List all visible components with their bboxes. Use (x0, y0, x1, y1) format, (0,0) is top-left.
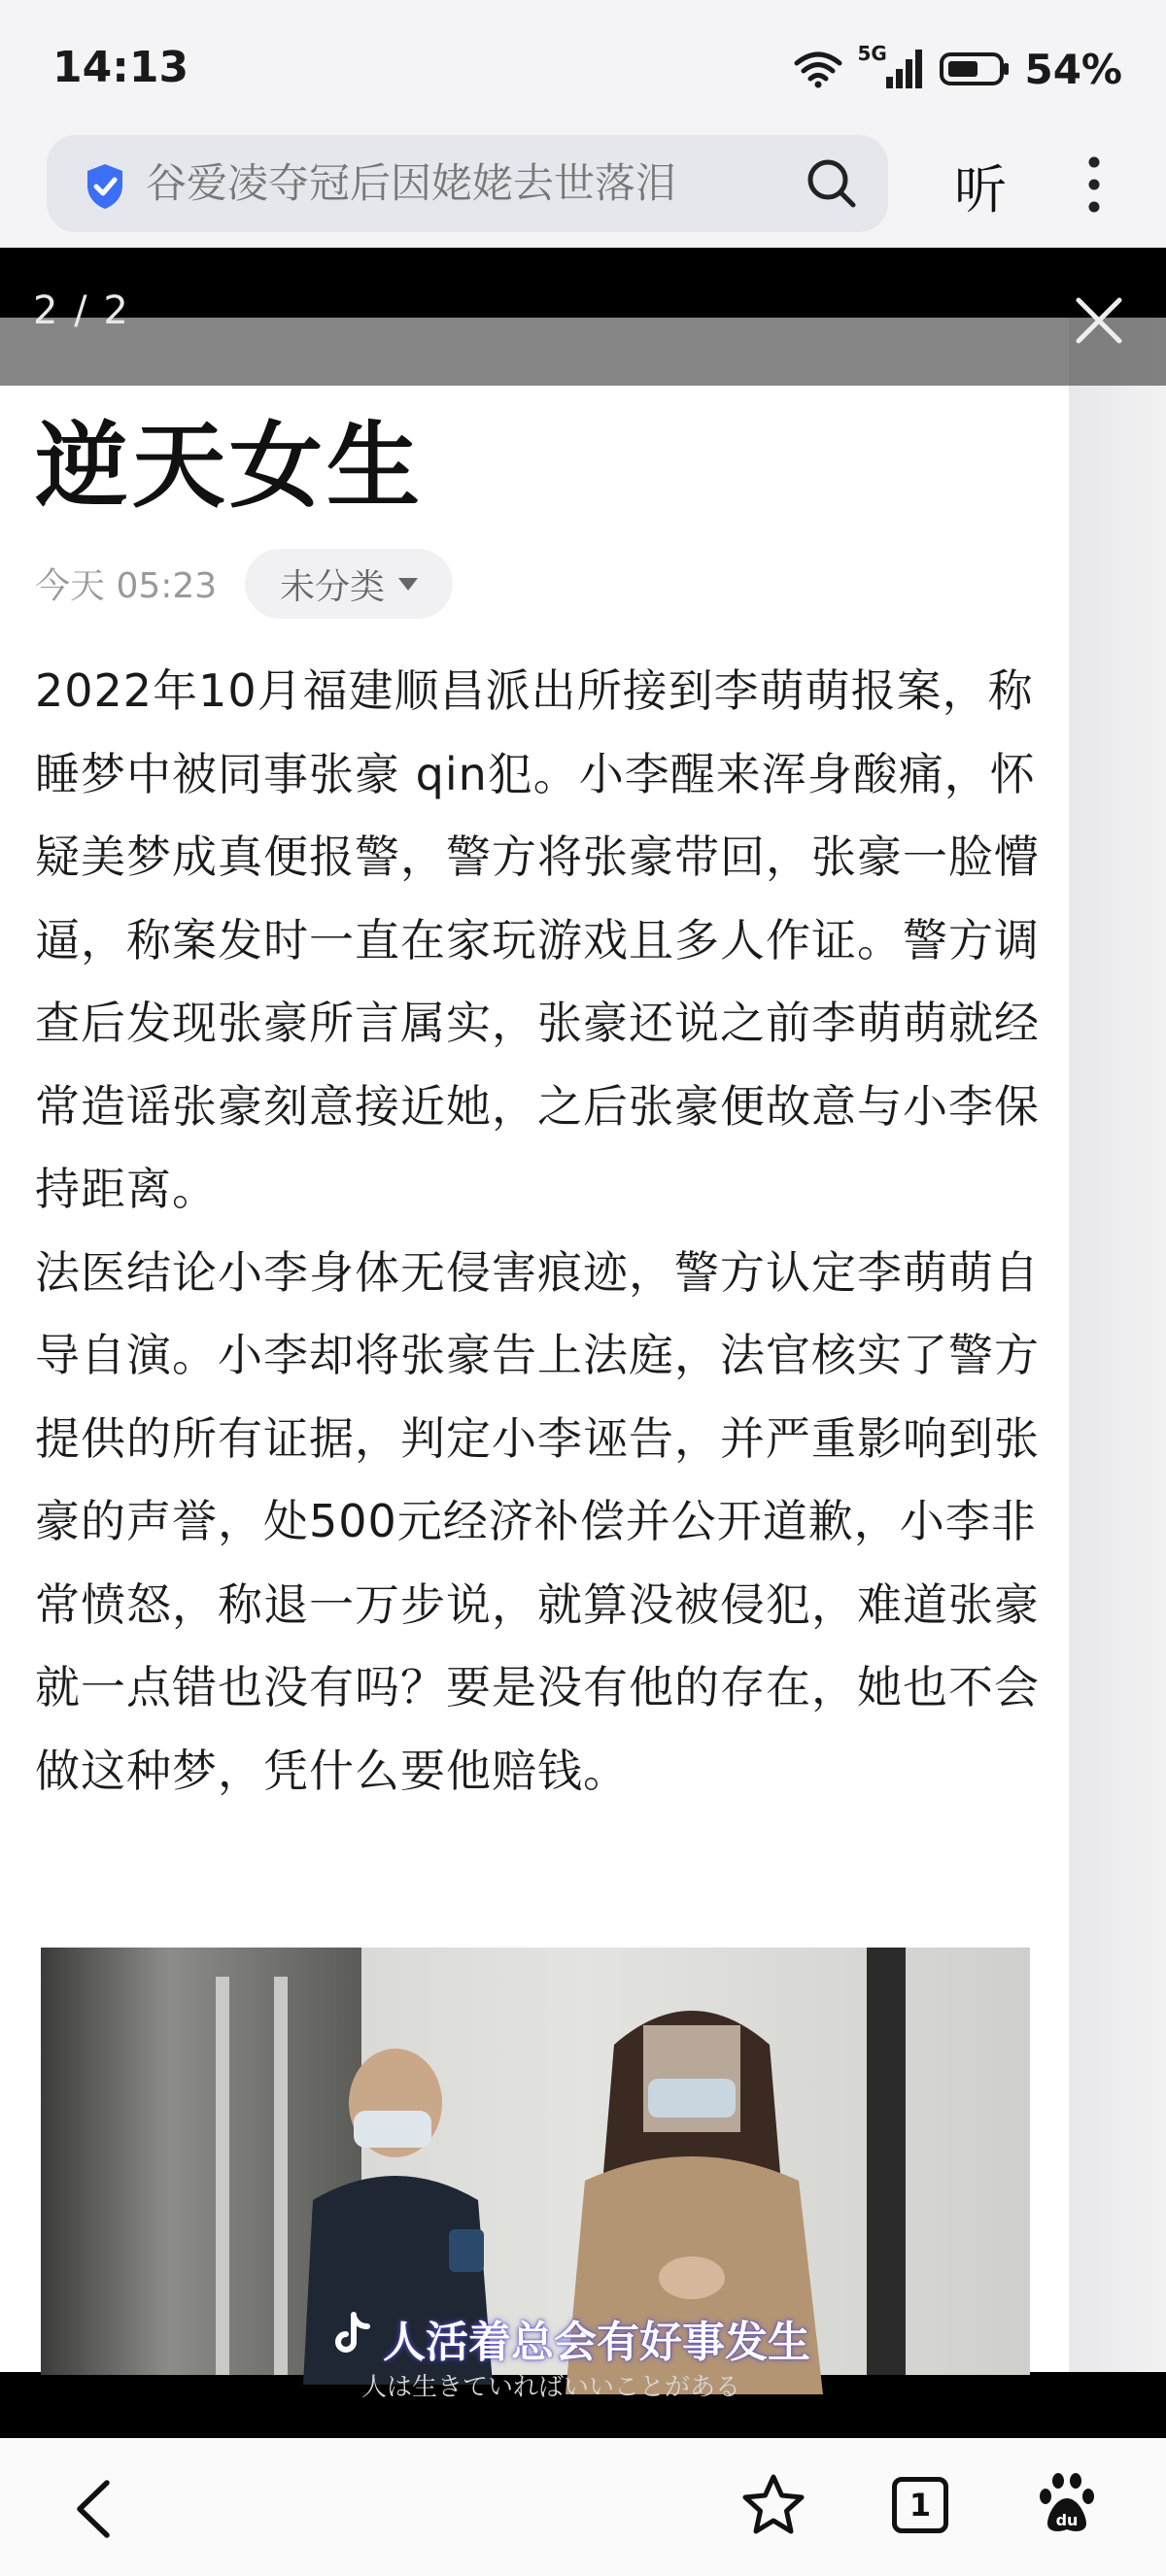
article-paragraph: 法医结论小李身体无侵害痕迹，警方认定李萌萌自导自演。小李却将张豪告上法庭，法官核实了警方提供的所有证据，判定小李诬告，并严重影响到张豪的声誉，处500元经济补偿并公开道歉，小李非常愤怒，称退一万步说，就算没被侵犯，难道张豪就一点错也没有吗？要是没有他的存在，她也不会做这种梦，凭什么要他赔钱。 (35, 1245, 1040, 1797)
article-title: 逆天女生 (35, 412, 424, 521)
tabs-button[interactable] (892, 2477, 948, 2533)
status-time: 14:13 (52, 43, 189, 92)
category-label: 未分类 (279, 566, 385, 607)
scene-door-frame (216, 1977, 229, 2375)
back-icon[interactable] (72, 2479, 115, 2539)
network-type: 5G (857, 42, 887, 65)
video-thumbnail[interactable] (41, 1948, 1030, 2402)
tab-count: 1 (909, 2487, 932, 2524)
search-icon[interactable] (805, 156, 859, 211)
caret-down-icon (398, 578, 418, 591)
bookmark-star-icon[interactable] (740, 2473, 806, 2537)
battery-percent: 54% (1024, 45, 1122, 93)
page-counter: 2 / 2 (33, 288, 130, 333)
article-screenshot (0, 318, 1069, 2402)
viewer-header-overlay (0, 318, 1166, 386)
listen-button[interactable]: 听 (954, 159, 1007, 220)
category-dropdown[interactable] (245, 549, 453, 619)
tiktok-logo-icon (332, 2313, 371, 2357)
next-page-edge (1069, 318, 1166, 2372)
article-paragraph: 2022年10月福建顺昌派出所接到李萌萌报案，称睡梦中被同事张豪 qin犯。小李醒来浑身酸痛，怀疑美梦成真便报警，警方将张豪带回，张豪一脸懵逼，称案发时一直在家玩游戏且多人作证。警方调查后发现张豪所言属实，张豪还说之前李萌萌就经常造谣张豪刻意接近她，之后张豪便故意与小李保持距离。 (35, 664, 1040, 1215)
cell-signal-icon (857, 42, 925, 90)
scene-pillar (867, 1948, 906, 2375)
more-options-icon[interactable] (1080, 154, 1109, 215)
article-body (35, 650, 1046, 1813)
search-box[interactable] (47, 135, 888, 232)
status-bar (0, 0, 1166, 131)
image-viewer (0, 248, 1166, 2438)
status-icons (793, 42, 1122, 93)
browser-toolbar (0, 131, 1166, 248)
video-caption: 人活着总会有好事发生 (383, 2318, 810, 2367)
search-query[interactable]: 谷爱凌夺冠后因姥姥去世落泪 (146, 159, 677, 207)
close-icon[interactable] (1075, 296, 1123, 345)
baidu-paw-icon[interactable] (1038, 2471, 1096, 2535)
shield-icon (84, 162, 126, 211)
svg-text:du: du (1055, 2511, 1079, 2529)
video-subcaption: 人は生きていればいいことがある (361, 2373, 741, 2402)
article-date: 今天 05:23 (35, 566, 218, 606)
battery-icon (939, 50, 1011, 88)
wifi-icon (793, 50, 843, 88)
bottom-navigation (0, 2438, 1166, 2576)
